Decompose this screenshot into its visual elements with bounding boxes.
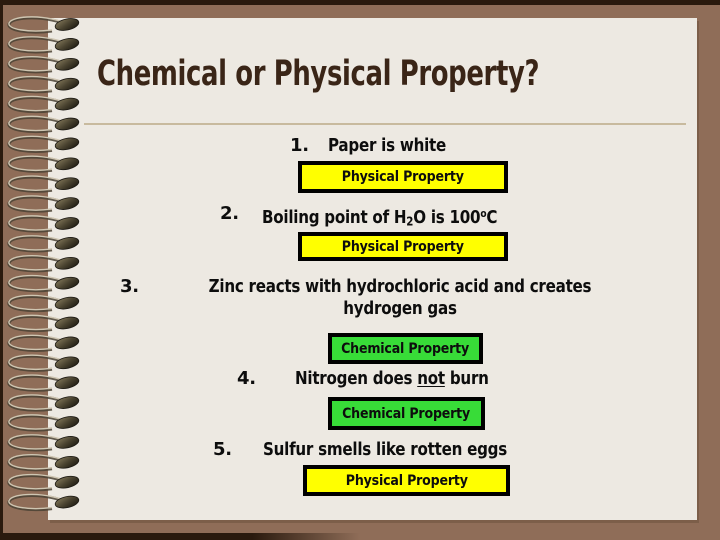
spiral-coil-icon [9, 17, 80, 33]
item-5-text: Sulfur smells like rotten eggs [263, 439, 508, 460]
spiral-coil-icon [9, 255, 80, 271]
spiral-coil-icon [9, 37, 80, 53]
item-2-number: 2. [220, 203, 239, 224]
item-2-answer-box [298, 232, 508, 261]
item-1-text: Paper is white [328, 135, 446, 156]
spiral-coil-icon [9, 435, 80, 451]
item-1-number: 1. [290, 135, 309, 156]
spiral-coil-icon [9, 395, 80, 411]
spiral-coil-icon [9, 315, 80, 331]
spiral-coil-icon [9, 56, 80, 72]
item-4-text: Nitrogen does not burn [295, 368, 489, 389]
item-4-number: 4. [237, 368, 256, 389]
spiral-coil-icon [9, 116, 80, 132]
item-5-answer-label: Physical Property [345, 472, 468, 489]
spiral-coil-icon [9, 76, 80, 92]
spiral-coil-icon [9, 474, 80, 490]
item-3-answer-label: Chemical Property [341, 340, 470, 357]
spiral-coil-icon [9, 236, 80, 252]
spiral-coil-icon [9, 275, 80, 291]
spiral-coil-icon [9, 216, 80, 232]
spiral-coil-icon [9, 196, 80, 212]
spiral-coil-icon [9, 454, 80, 470]
spiral-coil-icon [9, 335, 80, 351]
spiral-coil-icon [9, 176, 80, 192]
item-3-text [190, 276, 610, 320]
item-5-number: 5. [213, 439, 232, 460]
item-2-text: Boiling point of $H_2O$ is 100$^o$C [262, 206, 498, 229]
slide-title: Chemical or Physical Property? [97, 54, 540, 94]
item-4-answer-box [328, 397, 485, 430]
spiral-coil-icon [9, 494, 80, 510]
item-1-answer-label: Physical Property [342, 169, 464, 185]
spiral-coil-icon [9, 96, 80, 112]
item-4-answer-label: Chemical Property [342, 405, 471, 422]
spiral-binding [0, 0, 92, 540]
spiral-coil-icon [9, 156, 80, 172]
spiral-coil-icon [9, 355, 80, 371]
spiral-coil-icon [9, 415, 80, 431]
frame-edge-top [0, 0, 720, 5]
item-3-number: 3. [120, 276, 139, 297]
item-1-answer-box [298, 161, 508, 193]
item-2-answer-label: Physical Property [342, 238, 464, 255]
item-3-text-line-1: Zinc reacts with hydrochloric acid and creates [208, 276, 592, 297]
item-3-text-line-2: hydrogen gas [343, 298, 457, 319]
spiral-coil-icon [9, 295, 80, 311]
title-divider [84, 123, 686, 125]
spiral-coil-icon [9, 136, 80, 152]
spiral-coil-icon [9, 375, 80, 391]
item-3-answer-box [328, 333, 483, 364]
item-5-answer-box [303, 465, 510, 496]
